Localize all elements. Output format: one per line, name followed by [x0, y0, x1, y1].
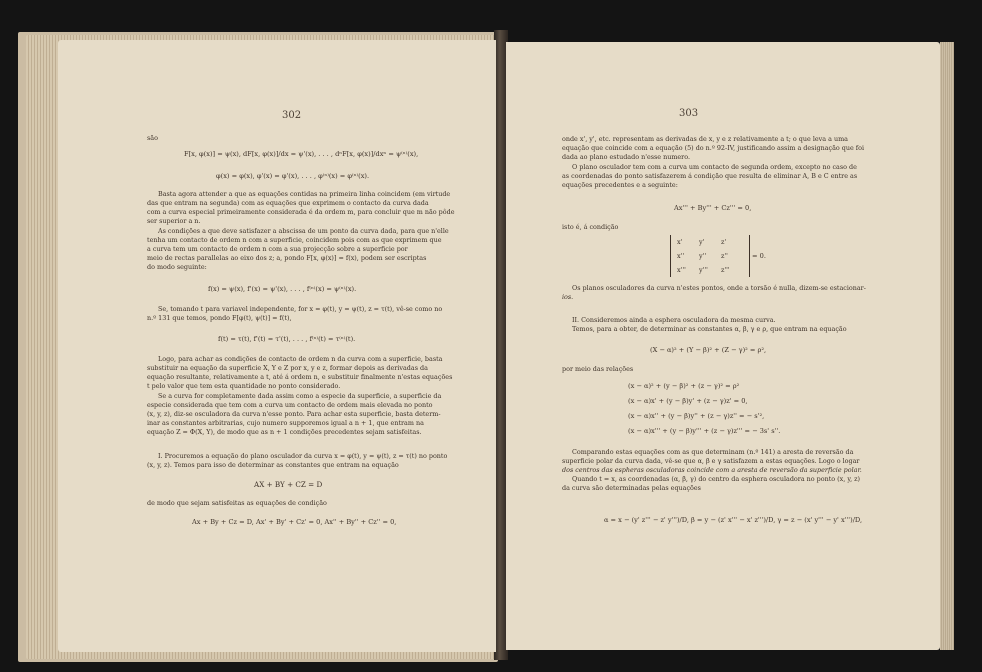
equation: f(x) = ψ(x), f'(x) = ψ'(x), . . . , f⁽ⁿ⁾(x) = ψ⁽ⁿ⁾(x). [208, 285, 357, 293]
equation: f(t) = τ(t), f'(t) = τ'(t), . . . , f⁽ⁿ⁾(t) = τ⁽ⁿ⁾(t). [218, 335, 356, 343]
left-page [58, 40, 496, 652]
text-line: ios. [562, 293, 574, 301]
text-line: (x, y, z). Temos para isso de determinar as constantes que entram na equação [147, 461, 399, 469]
page-number: 303 [679, 108, 699, 119]
text-line: equação que coincide com a equação (5) do n.º 92-IV, justificando assim a designação que foi [562, 144, 865, 152]
text-line: inar as constantes arbitrarias, cujo numero supporemos igual a n + 1, que entram na [147, 419, 424, 427]
right-page [506, 42, 940, 650]
equation: (x − α)x'' + (y − β)y'' + (z − γ)z'' = − s'², [628, 412, 765, 420]
equation: F[x, φ(x)] = ψ(x), dF[x, φ(x)]/dx = ψ'(x), . . . , dⁿF[x, φ(x)]/dxⁿ = ψ⁽ⁿ⁾(x), [184, 150, 419, 158]
text-line: I. Procuremos a equação do plano osculador da curva x = φ(t), y = ψ(t), z = τ(t) no ponto [158, 452, 448, 460]
equation: (X − α)² + (Y − β)² + (Z − γ)² = ρ², [650, 346, 767, 354]
text-line: Basta agora attender a que as equações contidas na primeira linha coincidem (em virtude [158, 190, 451, 198]
equation: Ax + By + Cz = D, Ax' + By' + Cz' = 0, Ax'' + By'' + Cz'' = 0, [192, 518, 397, 526]
determinant: x' y' z' x'' y'' z'' x''' y''' z''' [670, 235, 750, 277]
text-line: ser superior a n. [147, 217, 201, 225]
text-line: As condições a que deve satisfazer a abscissa de um ponto da curva dada, para que n'elle [158, 227, 449, 235]
right-page-edges [940, 42, 954, 650]
text-line: Quando t = x, as coordenadas (α, β, γ) do centro da esphera osculadora no ponto (x, y, z) [572, 475, 861, 483]
text-line: equações precedentes e a seguinte: [562, 181, 678, 189]
text-line: dos centros das espheras osculadoras coincide com a aresta de reversão da superficie polar. [562, 466, 862, 474]
text-line: Logo, para achar as condições de contacto de ordem n da curva com a superficie, basta [158, 355, 443, 363]
equation: (x − α)² + (y − β)² + (z − γ)² = ρ² [628, 382, 740, 390]
equation: Ax''' + By''' + Cz''' = 0, [674, 204, 752, 212]
text-line: das que entram na segunda) com as equações que exprimem o contacto da curva dada [147, 199, 429, 207]
text-line: equação resultante, relativamente a t, até á ordem n, e substituir finalmente n'estas equações [147, 373, 453, 381]
text-line: meio de rectas parallelas ao eixo dos z; a, pondo F[x, φ(x)] = f(x), podem ser escriptas [147, 254, 427, 262]
equation: (x − α)x''' + (y − β)y''' + (z − γ)z''' = − 3s' s''. [628, 427, 781, 435]
page-number: 302 [282, 110, 302, 121]
equation: (x − α)x' + (y − β)y' + (z − γ)z' = 0, [628, 397, 748, 405]
text-line: superficie polar da curva dada, vê-se que α, β e γ satisfazem a estas equações. Logo o logar [562, 457, 860, 465]
text-line: são [147, 134, 158, 142]
text-line: II. Consideremos ainda a esphera osculadora da mesma curva. [572, 316, 776, 324]
text-line: isto é, á condição [562, 223, 619, 231]
text-line: Os planos osculadores da curva n'estes pontos, onde a torsão é nulla, dizem-se estacionar- [572, 284, 866, 292]
equation: = 0. [752, 252, 766, 260]
text-line: O plano osculador tem com a curva um contacto de segunda ordem, excepto no caso de [572, 163, 857, 171]
text-line: (x, y, z), diz-se osculadora da curva n'esse ponto. Para achar esta superficie, basta determ- [147, 410, 441, 418]
equation: AX + BY + CZ = D [254, 480, 323, 489]
text-line: onde x', y', etc. representam as derivadas de x, y e z relativamente a t; o que leva a uma [562, 135, 848, 143]
text-line: as coordenadas do ponto satisfazerem á condição que resulta de eliminar A, B e C entre as [562, 172, 858, 180]
text-line: da curva são determinadas pelas equações [562, 484, 701, 492]
text-line: Se, tomando t para variavel independente, for x = φ(t), y = ψ(t), z = τ(t), vê-se como no [158, 305, 443, 313]
text-line: do modo seguinte: [147, 263, 207, 271]
text-line: Temos, para a obter, de determinar as constantes α, β, γ e ρ, que entram na equação [572, 325, 847, 333]
text-line: substituir na equação da superficie X, Y e Z por x, y e z, formar depois as derivadas da [147, 364, 428, 372]
text-line: n.º 131 que temos, pondo F[φ(t), ψ(t)] = f(t), [147, 314, 292, 322]
text-line: Comparando estas equações com as que determinam (n.º 141) a aresta de reversão da [572, 448, 854, 456]
text-line: especie considerada que tem com a curva um contacto de ordem mais elevada no ponto [147, 401, 433, 409]
text-line: por meio das relações [562, 365, 634, 373]
text-line: com a curva especial primeiramente considerada é da ordem m, para concluir que m não pôde [147, 208, 455, 216]
text-line: tenha um contacto de ordem n com a superficie, coincidem pois com as que exprimem que [147, 236, 442, 244]
equation: φ(x) = φ(x), φ'(x) = φ'(x), . . . , φ⁽ⁿ⁾(x) = φ⁽ⁿ⁾(x). [216, 172, 370, 180]
text-line: de modo que sejam satisfeitas as equações de condição [147, 499, 327, 507]
text-line: a curva tem um contacto de ordem n com a sua projecção sobre a superficie por [147, 245, 408, 253]
text-line: dada ao plano estudado n'esse numero. [562, 153, 690, 161]
equation: α = x − (y' z''' − z' y''')/D, β = y − (z' x''' − x' z''')/D, γ = z − (x' y''' − y' x''')/D, [604, 516, 863, 524]
text-line: equação Z = Φ(X, Y), de modo que as n + 1 condições precedentes sejam satisfeitas. [147, 428, 422, 436]
text-line: t pelo valor que tem esta quantidade no ponto considerado. [147, 382, 341, 390]
text-line: Se a curva for completamente dada assim como a especie da superficie, a superficie da [158, 392, 442, 400]
